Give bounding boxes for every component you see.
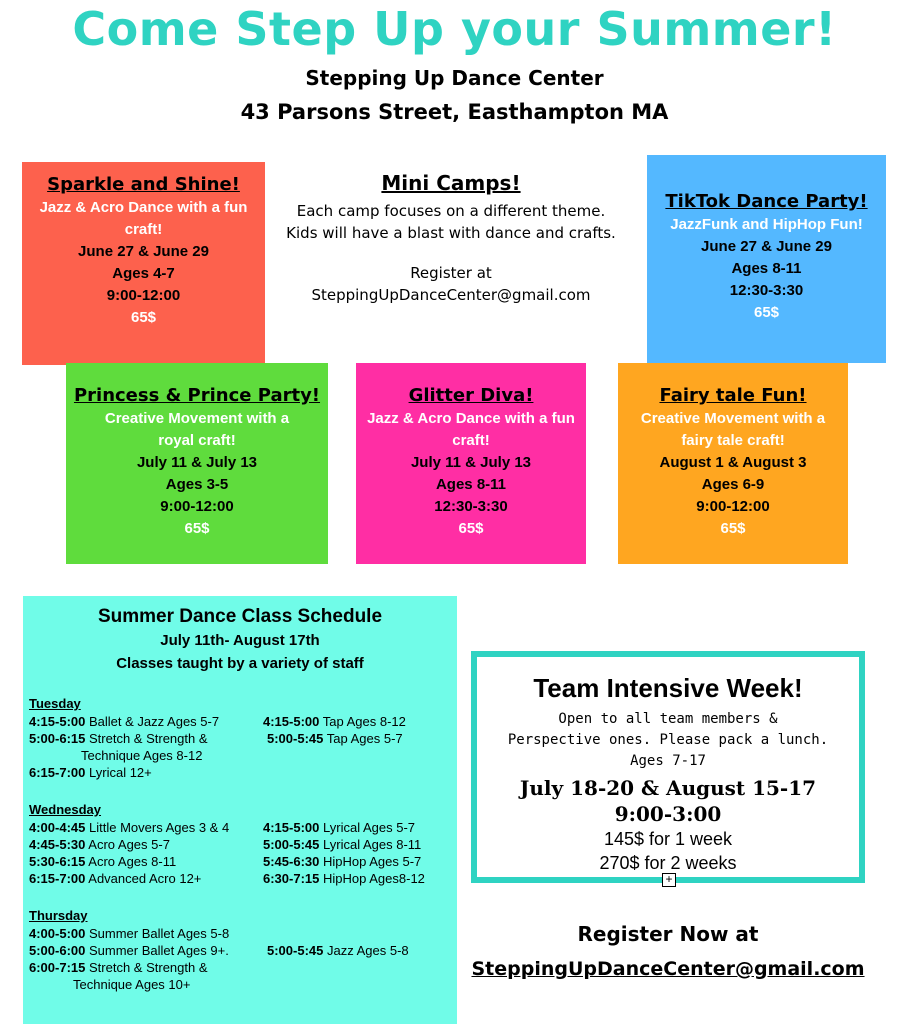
class-time: 5:30-6:15 [29,854,86,869]
class-time: 4:15-5:00 [263,714,320,729]
class-time: 4:15-5:00 [263,820,320,835]
team-price-1-week: 145$ for 1 week [603,829,733,849]
camp-card-fairy [618,363,848,564]
camp-description: Jazz & Acro Dance with a fun craft! [39,199,248,238]
camp-description: Creative Movement with a royal craft! [104,410,290,449]
schedule-row [29,836,229,853]
class-name: HipHop Ages8-12 [323,871,425,886]
class-time: 4:15-5:00 [29,714,86,729]
register-email-link[interactable]: SteppingUpDanceCenter@gmail.com [471,958,865,980]
camp-time: 12:30-3:30 [729,282,804,299]
class-time: 5:00-5:45 [263,837,320,852]
class-time: 5:45-6:30 [263,854,320,869]
class-time: 6:15-7:00 [29,871,86,886]
schedule-row [29,819,229,836]
camp-description: JazzFunk and HipHop Fun! [670,216,863,233]
team-ages: Ages 7-17 [630,753,706,769]
class-name: Stretch & Strength & [89,731,208,746]
camp-time: 9:00-12:00 [106,287,181,304]
class-name: Summer Ballet Ages 9+. [89,943,229,958]
camp-title: Fairy tale Fun! [659,385,807,406]
class-time: 4:00-5:00 [29,926,86,941]
team-time: 9:00-3:00 [614,802,722,826]
class-time: 5:00-6:15 [29,731,86,746]
camp-card-tiktok [647,155,886,363]
class-name-cont: Technique Ages 8-12 [81,748,203,763]
class-name: Acro Ages 8-11 [88,854,177,869]
schedule-row [263,853,425,870]
mini-camps-email: SteppingUpDanceCenter@gmail.com [311,286,591,304]
class-name-cont: Technique Ages 10+ [73,977,191,992]
camp-price: 65$ [458,520,484,537]
team-dates: July 18-20 & August 15-17 [519,776,817,800]
camp-ages: Ages 8-11 [731,260,802,277]
schedule-row [29,713,219,730]
studio-address: 43 Parsons Street, Easthampton MA [240,100,669,124]
class-time: 4:45-5:30 [29,837,86,852]
camp-time: 12:30-3:30 [434,498,508,515]
camp-title: Sparkle and Shine! [47,174,240,195]
schedule-row [29,853,229,870]
schedule-row [29,925,229,942]
tuesday-right-column [263,713,406,747]
mini-camps-line2: Kids will have a blast with dance and crafts. [286,224,616,242]
class-time: 6:30-7:15 [263,871,320,886]
schedule-title: Summer Dance Class Schedule [97,606,383,627]
camp-ages: Ages 8-11 [435,476,507,493]
move-handle-icon[interactable]: + [662,873,676,887]
schedule-row [263,730,406,747]
schedule-row [263,819,425,836]
camp-dates: June 27 & June 29 [78,243,209,260]
camp-time: 9:00-12:00 [696,498,770,515]
schedule-row [29,764,219,781]
flyer-headline: Come Step Up your Summer! [72,2,837,56]
class-name: Little Movers Ages 3 & 4 [89,820,230,835]
camp-card-sparkle [22,162,265,365]
class-name: Tap Ages 5-7 [326,731,403,746]
camp-price: 65$ [753,304,780,321]
schedule-row [29,730,219,764]
mini-camps-info [266,172,636,306]
camp-price: 65$ [720,520,746,537]
schedule-row [29,870,229,887]
team-intensive-title: Team Intensive Week! [533,673,803,703]
camp-ages: Ages 6-9 [701,476,765,493]
wednesday-right-column [263,819,425,887]
class-name: Acro Ages 5-7 [88,837,170,852]
class-name: Ballet & Jazz Ages 5-7 [89,714,220,729]
mini-camps-register-label: Register at [410,264,492,282]
studio-name: Stepping Up Dance Center [305,66,604,90]
camp-ages: Ages 3-5 [165,476,229,493]
class-time: 6:00-7:15 [29,960,86,975]
class-name: Lyrical Ages 8-11 [323,837,422,852]
schedule-row [29,959,229,993]
day-label-wednesday: Wednesday [29,802,102,817]
camp-title: Glitter Diva! [408,385,534,406]
camp-description: Jazz & Acro Dance with a fun craft! [367,410,575,449]
team-intensive-pricing [477,827,859,875]
camp-dates: July 11 & July 13 [136,454,258,471]
class-name: Summer Ballet Ages 5-8 [89,926,230,941]
team-price-2-weeks: 270$ for 2 weeks [599,853,737,873]
class-name: Jazz Ages 5-8 [327,943,409,958]
class-time: 4:00-4:45 [29,820,86,835]
mini-camps-line1: Each camp focuses on a different theme. [296,202,606,220]
thursday-left-column [29,925,229,993]
class-time: 5:00-5:45 [267,943,324,958]
class-name: HipHop Ages 5-7 [323,854,422,869]
wednesday-left-column [29,819,229,887]
schedule-row [263,713,406,730]
class-time: 5:00-6:00 [29,943,86,958]
schedule-row [263,870,425,887]
class-name: Stretch & Strength & [89,960,208,975]
schedule-row [263,836,425,853]
class-name: Lyrical Ages 5-7 [323,820,416,835]
class-time: 5:00-5:45 [267,731,324,746]
team-desc-line2: Perspective ones. Please pack a lunch. [507,732,829,748]
class-name: Advanced Acro 12+ [88,871,202,886]
camp-card-glitter [356,363,586,564]
schedule-row [267,942,409,959]
camp-price: 65$ [184,520,210,537]
team-intensive-box [471,651,865,883]
camp-time: 9:00-12:00 [160,498,234,515]
schedule-dates: July 11th- August 17th [160,632,320,649]
thursday-right-column [267,942,409,959]
camp-dates: July 11 & July 13 [410,454,532,471]
team-desc-line1: Open to all team members & [558,711,778,727]
team-intensive-description [477,709,859,772]
schedule-staff-note: Classes taught by a variety of staff [116,655,364,672]
team-intensive-schedule [477,775,859,827]
tuesday-left-column [29,713,219,781]
camp-ages: Ages 4-7 [112,265,175,282]
day-label-thursday: Thursday [29,908,88,923]
camp-price: 65$ [130,309,157,326]
camp-dates: June 27 & June 29 [701,238,832,255]
day-label-tuesday: Tuesday [29,696,81,711]
class-name: Tap Ages 8-12 [322,714,406,729]
mini-camps-title: Mini Camps! [381,171,521,195]
camp-title: Princess & Prince Party! [73,385,321,406]
register-now-label: Register Now at [577,922,759,946]
camp-card-princess [66,363,328,564]
class-name: Lyrical 12+ [89,765,152,780]
camp-title: TikTok Dance Party! [665,191,868,212]
class-time: 6:15-7:00 [29,765,86,780]
schedule-row [29,942,229,959]
class-schedule-panel [23,596,457,1024]
camp-description: Creative Movement with a fairy tale craft! [640,410,826,449]
camp-dates: August 1 & August 3 [659,454,807,471]
